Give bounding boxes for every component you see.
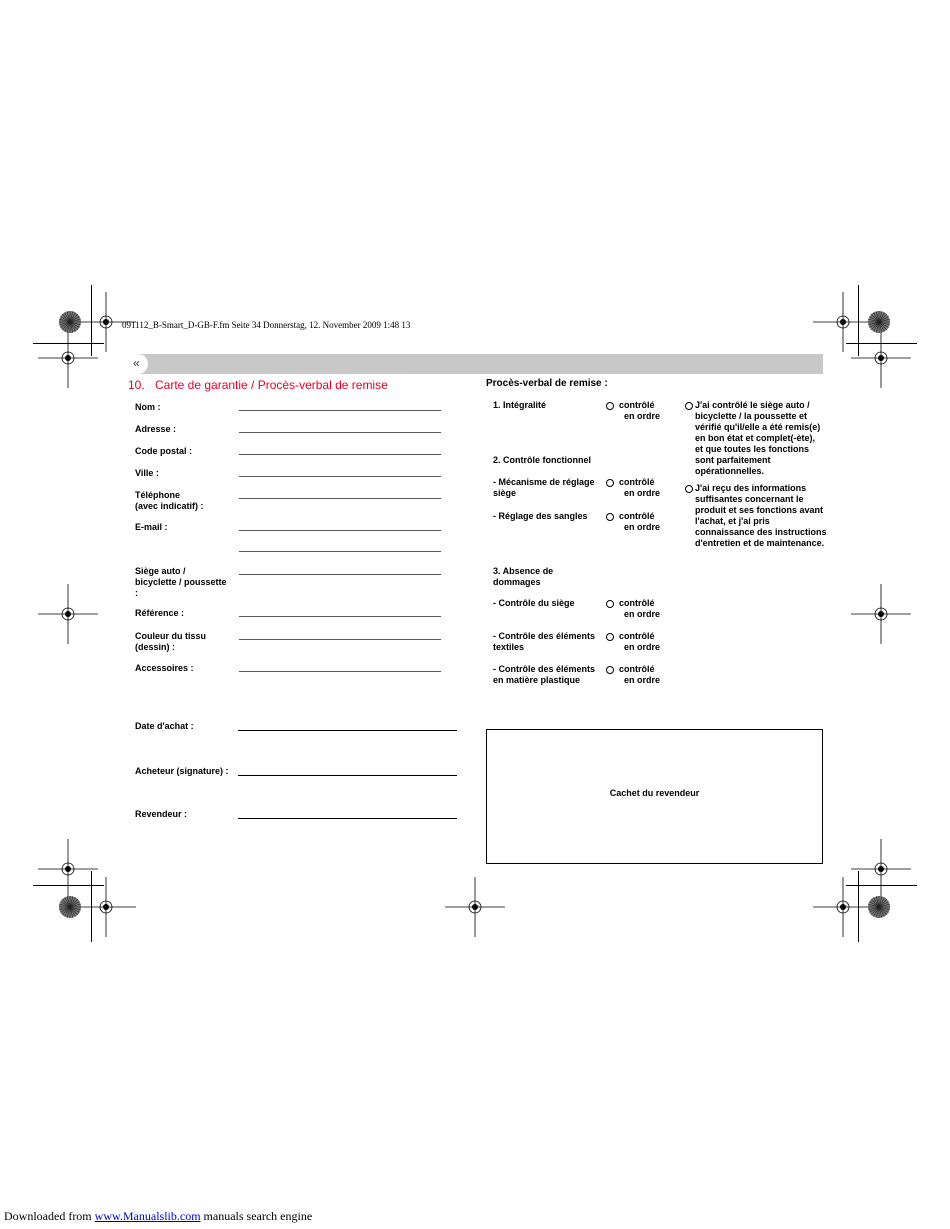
section-number: 10. — [128, 378, 145, 392]
checkbox-label: contrôlé en ordre — [619, 631, 661, 652]
crop-mark-line — [846, 885, 917, 886]
checkbox-circle-icon[interactable] — [685, 485, 693, 493]
field-label: Téléphone (avec indicatif) : — [135, 490, 204, 511]
footer-link[interactable]: www.Manualslib.com — [94, 1209, 201, 1223]
crop-mark-line — [846, 343, 917, 344]
checklist-item-label: - Contrôle des éléments en matière plastique — [493, 664, 596, 685]
dealer-stamp-label: Cachet du revendeur — [609, 788, 700, 798]
checkbox-label: contrôlé en ordre — [619, 664, 661, 685]
registration-crosshair-icon — [813, 877, 873, 937]
field-label: Code postal : — [135, 446, 193, 456]
checkbox-circle-icon[interactable] — [606, 600, 614, 608]
checkbox-circle-icon[interactable] — [606, 402, 614, 410]
registration-crosshair-icon — [76, 877, 136, 937]
crop-mark-line — [91, 871, 92, 942]
field-input-line[interactable] — [239, 671, 441, 672]
purchase-field-label: Date d'achat : — [135, 721, 194, 731]
handover-title: Procès-verbal de remise : — [486, 378, 608, 389]
field-label: Référence : — [135, 608, 185, 618]
checklist-item-label: - Contrôle du siège — [493, 598, 575, 608]
purchase-input-line[interactable] — [238, 818, 457, 819]
field-input-line[interactable] — [239, 432, 441, 433]
checkbox-label: contrôlé en ordre — [619, 400, 661, 421]
purchase-input-line[interactable] — [238, 775, 457, 776]
file-header: 091112_B-Smart_D-GB-F.fm Seite 34 Donnerstag, 12. November 2009 1:48 13 — [122, 320, 411, 330]
statement-text: J'ai reçu des informations suffisantes concernant le produit et ses fonctions avant l'achat, et j'ai pris connaissance des instructions d'entretien et de maintenance. — [695, 483, 827, 548]
page-nav-bar — [128, 354, 823, 374]
crop-mark-line — [91, 285, 92, 356]
purchase-input-line[interactable] — [238, 730, 457, 731]
checklist-item-label: 1. Intégralité — [493, 400, 547, 410]
checklist-item-label: 2. Contrôle fonctionnel — [493, 455, 591, 465]
checkbox-label: contrôlé en ordre — [619, 598, 661, 619]
checkbox-circle-icon[interactable] — [606, 479, 614, 487]
crop-mark-line — [858, 871, 859, 942]
footer-suffix: manuals search engine — [200, 1209, 313, 1223]
registration-target-icon — [867, 895, 891, 919]
crop-mark-line — [33, 343, 104, 344]
field-input-line[interactable] — [239, 616, 441, 617]
section-title-text: Carte de garantie / Procès-verbal de remise — [155, 378, 388, 392]
statement-text: J'ai contrôlé le siège auto / bicyclette / la poussette et vérifié qu'il/elle a été remis(e) en bon état et complet(-ète), et que toutes les fonctions sont parfaitement opérationnelles. — [695, 400, 821, 476]
checkbox-label: contrôlé en ordre — [619, 477, 661, 498]
field-input-line[interactable] — [239, 498, 441, 499]
checkbox-circle-icon[interactable] — [606, 633, 614, 641]
field-input-line[interactable] — [239, 639, 441, 640]
field-label: Nom : — [135, 402, 161, 412]
checklist-item-label: - Mécanisme de réglage siège — [493, 477, 595, 498]
checkbox-circle-icon[interactable] — [685, 402, 693, 410]
footer — [4, 1209, 312, 1224]
field-label: Adresse : — [135, 424, 177, 434]
registration-crosshair-icon — [851, 584, 911, 644]
purchase-field-label: Acheteur (signature) : — [135, 766, 229, 776]
back-arrow-icon[interactable]: « — [133, 356, 140, 370]
field-input-line[interactable] — [239, 454, 441, 455]
field-label: Couleur du tissu (dessin) : — [135, 631, 207, 652]
field-label: E-mail : — [135, 522, 168, 532]
registration-crosshair-icon — [38, 584, 98, 644]
crop-mark-line — [858, 285, 859, 356]
field-label: Accessoires : — [135, 663, 194, 673]
field-label: Ville : — [135, 468, 159, 478]
registration-target-icon — [58, 310, 82, 334]
checkbox-circle-icon[interactable] — [606, 666, 614, 674]
registration-crosshair-icon — [851, 328, 911, 388]
section-title — [128, 378, 388, 392]
registration-crosshair-icon — [445, 877, 505, 937]
registration-target-icon — [867, 310, 891, 334]
footer-prefix: Downloaded from — [4, 1209, 95, 1223]
checkbox-circle-icon[interactable] — [606, 513, 614, 521]
purchase-field-label: Revendeur : — [135, 809, 188, 819]
checklist-item-label: 3. Absence de dommages — [493, 566, 554, 587]
field-label: Siège auto / bicyclette / poussette : — [135, 566, 227, 598]
registration-crosshair-icon — [38, 328, 98, 388]
checklist-item-label: - Réglage des sangles — [493, 511, 588, 521]
registration-target-icon — [58, 895, 82, 919]
field-input-line[interactable] — [239, 574, 441, 575]
checklist-item-label: - Contrôle des éléments textiles — [493, 631, 596, 652]
crop-mark-line — [33, 885, 104, 886]
field-input-line[interactable] — [239, 410, 441, 411]
field-input-line[interactable] — [239, 551, 441, 552]
checkbox-label: contrôlé en ordre — [619, 511, 661, 532]
field-input-line[interactable] — [239, 476, 441, 477]
field-input-line[interactable] — [239, 530, 441, 531]
